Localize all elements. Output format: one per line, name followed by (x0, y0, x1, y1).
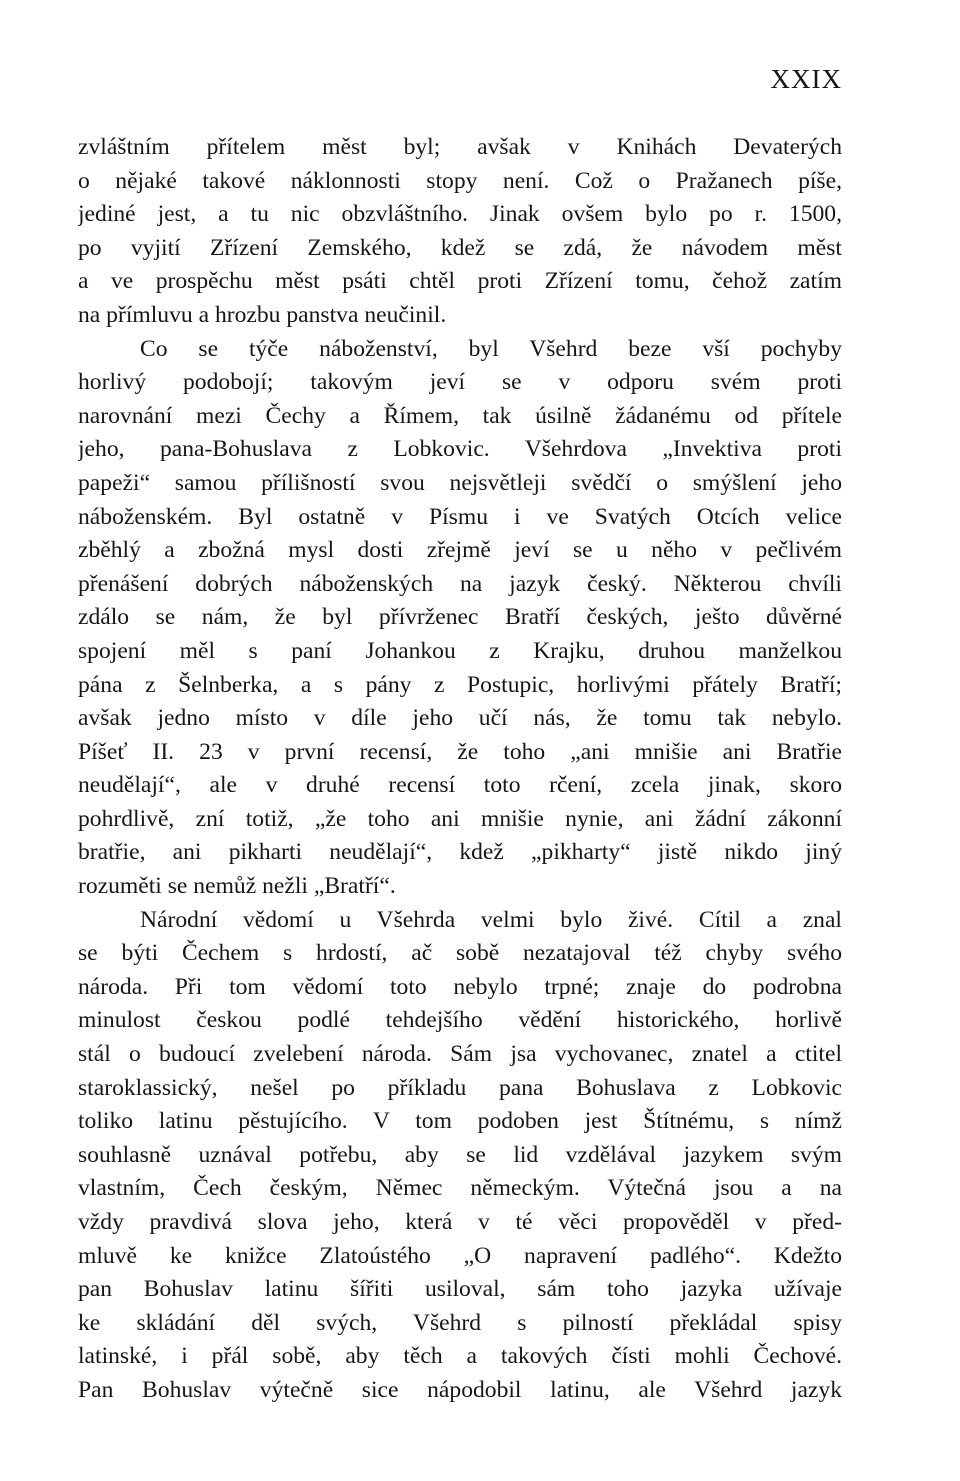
text-line: pohrdlivě, zní totiž, „že toho ani mnišie nynie, ani žádní zákonní (78, 805, 842, 832)
text-line: jeho, pana-Bohuslava z Lobkovic. Všehrdova „Invektiva proti (78, 436, 842, 463)
text-line: na přímluvu a hrozbu panstva neučinil. (78, 301, 447, 328)
text-line: zvláštním přítelem měst byl; avšak v Knihách Devaterých (78, 134, 842, 160)
text-line: Píšeť II. 23 v první recensí, že toho „ani mnišie ani Bratřie (78, 738, 842, 765)
text-line: Národní vědomí u Všehrda velmi bylo živé. Cítil a znal (140, 906, 842, 933)
text-line: neudělají“, ale v druhé recensí toto rčení, zcela jinak, skoro (78, 772, 842, 799)
text-line: stál o budoucí zvelebení národa. Sám jsa vychovanec, znatel a ctitel (78, 1041, 842, 1068)
text-line: latinské, i přál sobě, aby těch a takových čísti mohli Čechové. (78, 1343, 842, 1370)
text-line: Pan Bohuslav výtečně sice nápodobil latinu, ale Všehrd jazyk (78, 1376, 842, 1403)
text-line: přenášení dobrých náboženských na jazyk český. Některou chvíli (78, 570, 842, 597)
text-line: pan Bohuslav latinu šířiti usiloval, sám toho jazyka užívaje (78, 1276, 842, 1303)
text-line: po vyjití Zřízení Zemského, kdež se zdá, že návodem měst (78, 234, 842, 261)
text-line: náboženském. Byl ostatně v Písmu i ve Svatých Otcích velice (78, 503, 842, 530)
text-line: o nějaké takové náklonnosti stopy není. Což o Pražanech píše, (78, 167, 842, 194)
text-line: pána z Šelnberka, a s pány z Postupic, horlivými přátely Bratří; (78, 671, 842, 698)
text-line: horlivý podobojí; takovým jeví se v odporu svém proti (78, 369, 842, 396)
text-line: spojení měl s paní Johankou z Krajku, druhou manželkou (78, 637, 842, 664)
text-line: bratřie, ani pikharti neudělají“, kdež „pikharty“ jistě nikdo jiný (78, 839, 842, 866)
text-line: jediné jest, a tu nic obzvláštního. Jinak ovšem bylo po r. 1500, (78, 201, 842, 228)
text-line: se býti Čechem s hrdostí, ač sobě nezatajoval též chyby svého (78, 940, 842, 967)
text-line: mluvě ke knižce Zlatoústého „O napravení padlého“. Kdežto (78, 1242, 842, 1269)
text-line: toliko latinu pěstujícího. V tom podoben jest Štítnému, s nímž (78, 1108, 842, 1135)
text-line: a ve prospěchu měst psáti chtěl proti Zřízení tomu, čehož zatím (78, 268, 842, 295)
text-line: minulost českou podlé tehdejšího vědění historického, horlivě (78, 1007, 842, 1034)
text-line: papeži“ samou přílišností svou nejsvětleji svědčí o smýšlení jeho (78, 469, 842, 496)
body-text (78, 131, 842, 1408)
text-line: vlastním, Čech českým, Němec německým. Výtečná jsou a na (78, 1175, 842, 1202)
page-number: XXIX (770, 64, 842, 94)
text-line: zběhlý a zbožná mysl dosti zřejmě jeví se u něho v pečlivém (78, 537, 842, 564)
text-line: rozuměti se nemůž nežli „Bratří“. (78, 873, 396, 900)
text-line: staroklassický, nešel po příkladu pana Bohuslava z Lobkovic (78, 1074, 842, 1101)
text-line: Co se týče náboženství, byl Všehrd beze vší pochyby (140, 335, 842, 362)
text-line: narovnání mezi Čechy a Římem, tak úsilně žádanému od přítele (78, 402, 842, 429)
text-line: vždy pravdivá slova jeho, která v té věci propověděl v před- (78, 1209, 842, 1235)
text-line: ke skládání děl svých, Všehrd s pilností překládal spisy (78, 1309, 842, 1336)
text-line: národa. Při tom vědomí toto nebylo trpné; znaje do podrobna (78, 973, 842, 1000)
text-line: souhlasně uznával potřebu, aby se lid vzdělával jazykem svým (78, 1141, 842, 1168)
text-line: avšak jedno místo v díle jeho učí nás, že tomu tak nebylo. (78, 705, 842, 732)
text-line: zdálo se nám, že byl přívrženec Bratří českých, ješto důvěrné (78, 604, 842, 631)
